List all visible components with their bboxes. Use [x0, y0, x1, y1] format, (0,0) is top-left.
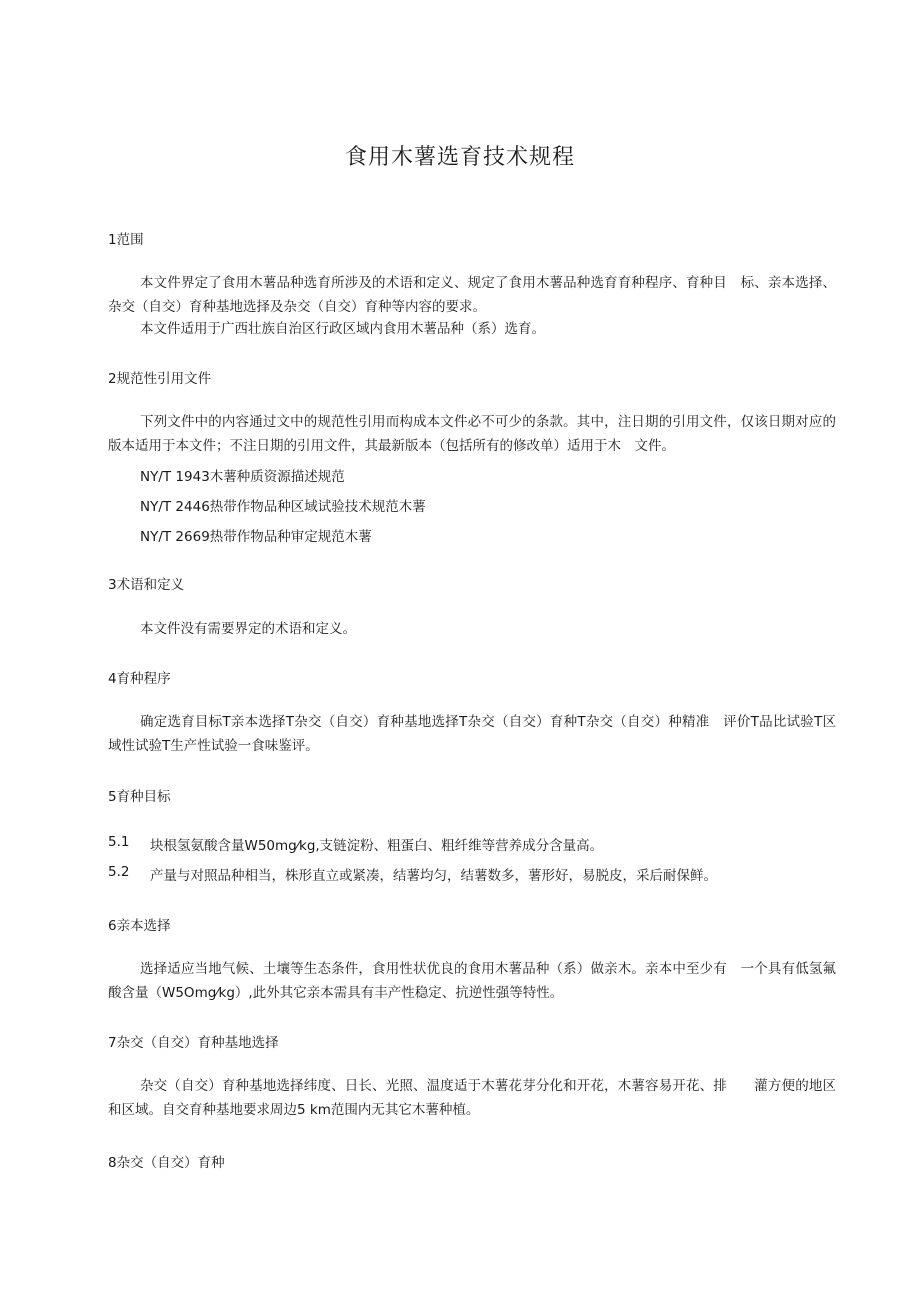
item-text: 块根氢氨酸含量W50mg⁄kg,支链淀粉、粗蛋白、粗纤维等营养成分含量高。 [150, 838, 604, 854]
paragraph: 本文件没有需要界定的术语和定义。 [140, 621, 356, 637]
section-heading-hybrid-breeding: 8杂交（自交）育种 [108, 1155, 225, 1171]
reference-item: NY/T 2669热带作物品种审定规范木薯 [140, 529, 372, 545]
paragraph: 确定选育目标T亲本选择T杂交（自交）育种基地选择T杂交（自交）育种T杂交（自交）种精准 评价T品比试验T区域性试验T生产性试验一食味鉴评。 [108, 714, 836, 754]
item-text: 产量与对照品种相当，株形直立或紧凑，结薯均匀，结薯数多，薯形好，易脱皮，采后耐保鲜。 [150, 868, 717, 884]
item-number: 5.1 [108, 834, 130, 850]
reference-item: NY/T 1943木薯种质资源描述规范 [140, 469, 345, 485]
reference-item: NY/T 2446热带作物品种区域试验技术规范木薯 [140, 499, 426, 515]
paragraph: 选择适应当地气候、土壤等生态条件，食用性状优良的食用木薯品种（系）做亲木。亲本中至少有 一个具有低氢氟酸含量（W5Omg⁄kg）,此外其它亲本需具有丰产性稳定、抗逆性强等特性。 [108, 961, 836, 1001]
section-heading-normative-references: 2规范性引用文件 [108, 371, 212, 387]
section-heading-parent-selection: 6亲本选择 [108, 918, 171, 934]
section-heading-breeding-procedure: 4育种程序 [108, 671, 171, 687]
section-heading-terms: 3术语和定义 [108, 577, 185, 593]
paragraph: 本文件适用于广西壮族自治区行政区域内食用木薯品种（系）选育。 [140, 321, 545, 337]
paragraph: 本文件界定了食用木薯品种选育所涉及的术语和定义、规定了食用木薯品种选育育种程序、育种目 标、亲本选择、杂交（自交）育种基地选择及杂交（自交）育种等内容的要求。 [108, 275, 836, 315]
paragraph: 下列文件中的内容通过文中的规范性引用而构成本文件必不可少的条款。其中，注日期的引用文件，仅该日期对应的版本适用于本文件；不注日期的引用文件，其最新版本（包括所有的修改单）适用于木 文件。 [108, 414, 836, 454]
numbered-item [108, 864, 717, 884]
section-heading-breeding-objectives: 5育种目标 [108, 789, 171, 805]
item-number: 5.2 [108, 864, 130, 880]
page-title: 食用木薯选育技术规程 [344, 145, 575, 170]
paragraph: 杂交（自交）育种基地选择纬度、日长、光照、温度适于木薯花芽分化和开花，木薯容易开花、排 灌方便的地区和区域。自交育种基地要求周边5 km范围内无其它木薯种植。 [108, 1078, 836, 1118]
numbered-item [108, 834, 603, 854]
section-heading-breeding-base: 7杂交（自交）育种基地选择 [108, 1035, 279, 1051]
section-heading-scope: 1范围 [108, 232, 144, 248]
